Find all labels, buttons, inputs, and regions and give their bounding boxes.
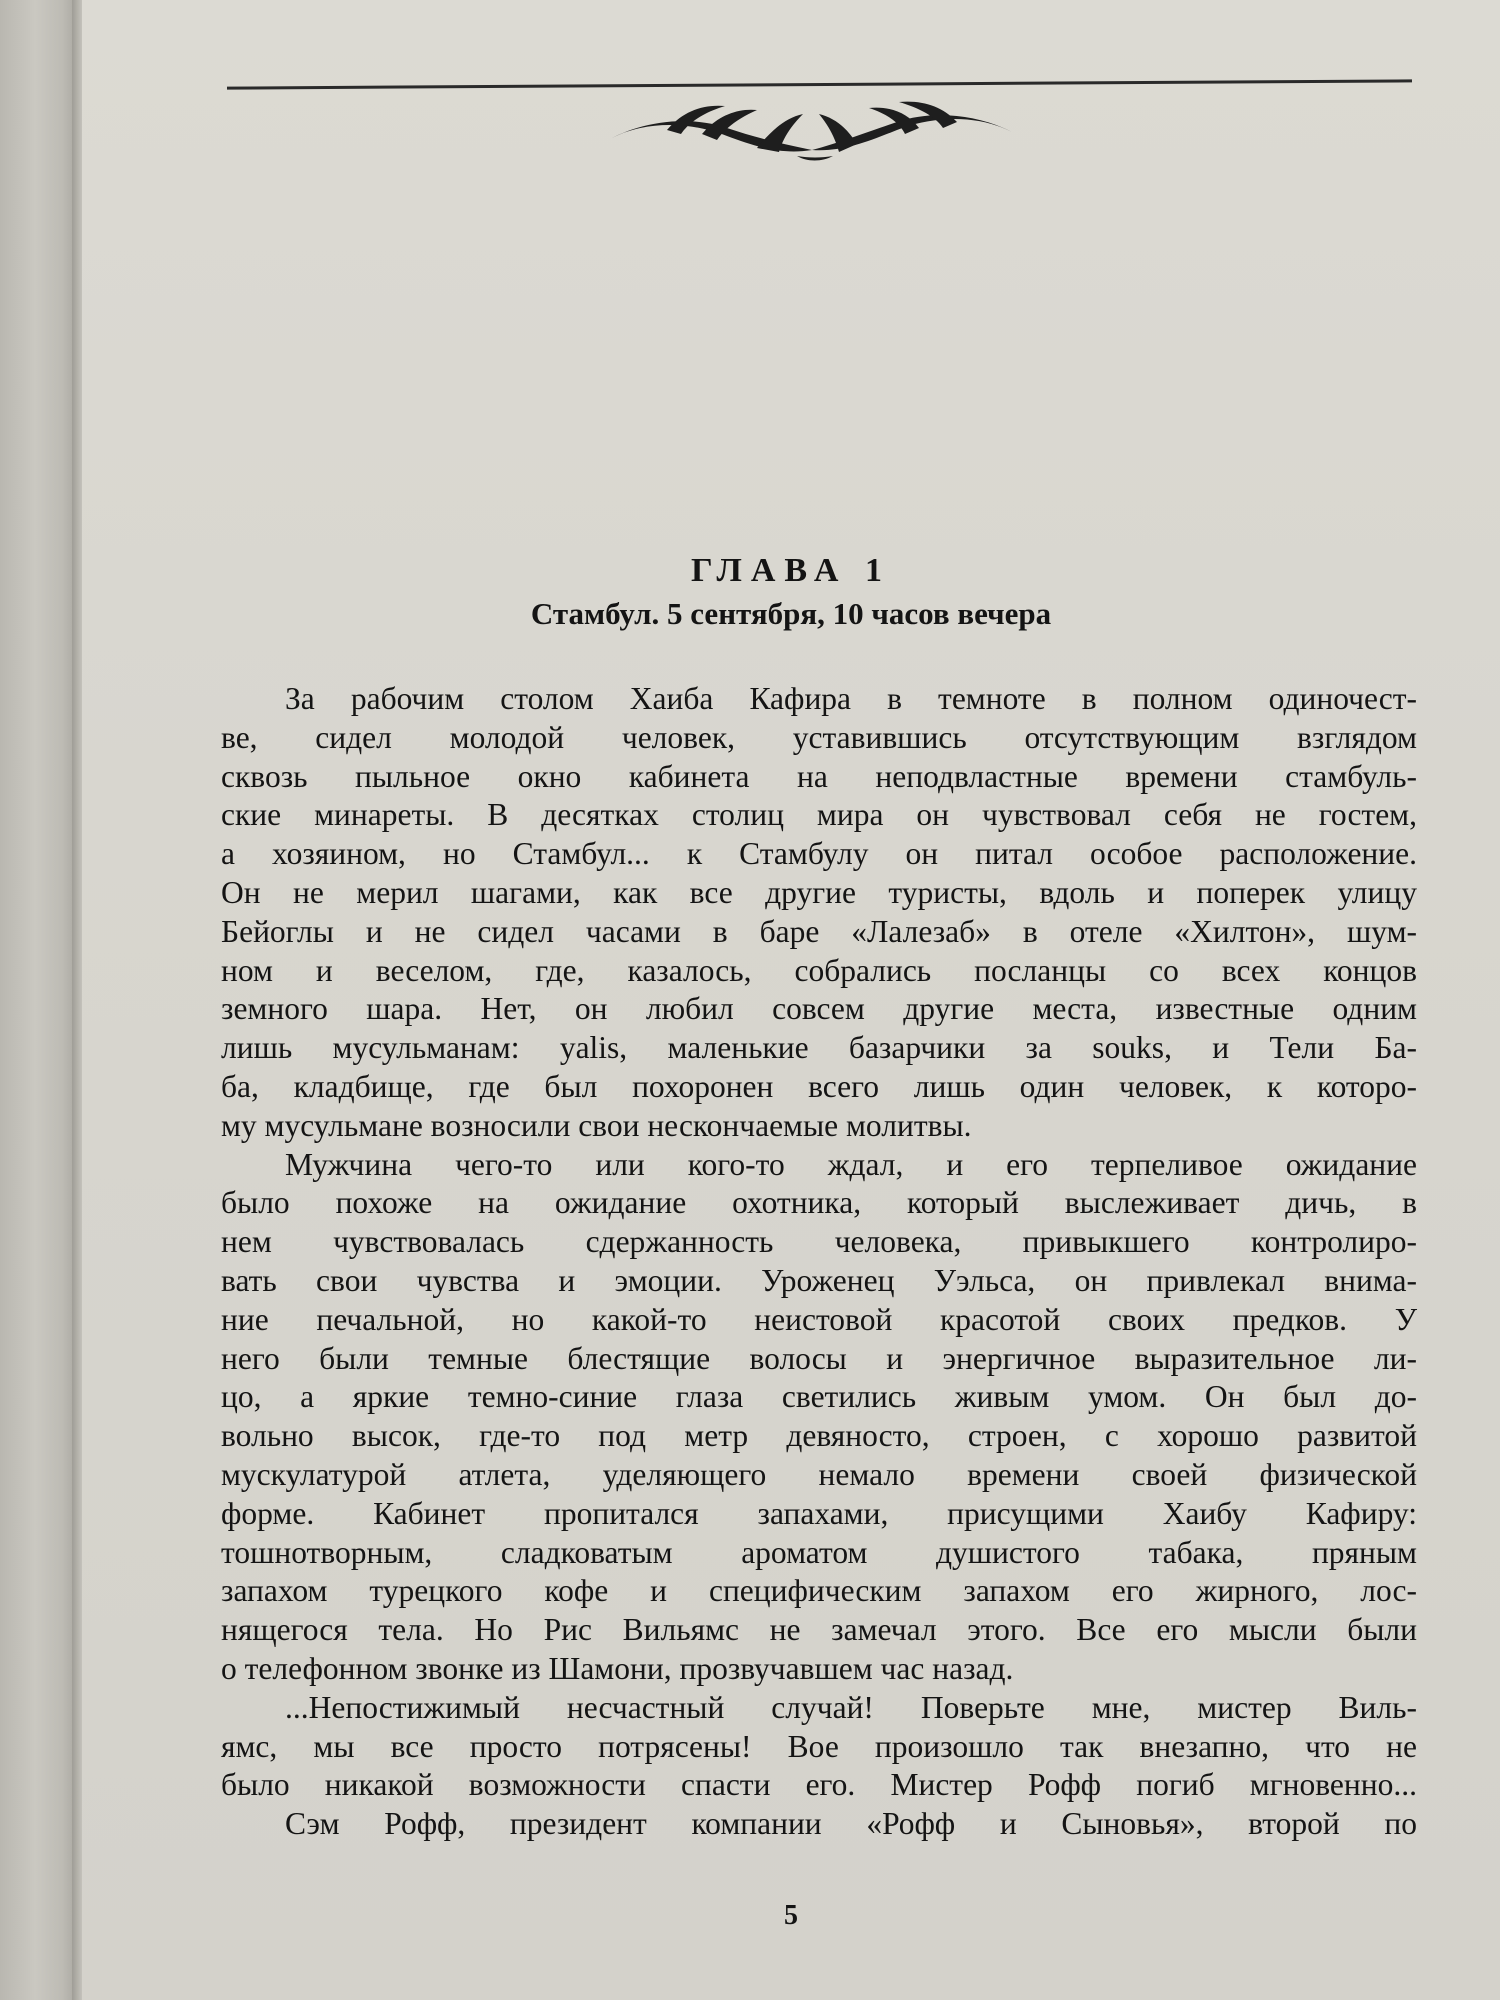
text-line: му мусульмане возносили свои нескончаемые молитвы. [221,1107,972,1143]
flourish-ornament-icon [607,100,1017,170]
text-line: ба, кладбище, где был похоронен всего лишь один человек, к которо- [221,1068,1417,1104]
text-line: За рабочим столом Хаиба Кафира в темноте в полном одиночест- [285,681,1417,716]
text-line: лишь мусульманам: yalis, маленькие базарчики за souks, и Тели Ба- [221,1030,1417,1066]
text-line: ние печальной, но какой-то неистовой красотой своих предков. У [221,1301,1417,1337]
book-gutter [0,0,78,2000]
chapter-subtitle: Стамбул. 5 сентября, 10 часов вечера [530,596,1052,631]
text-line: ...Непостижимый несчастный случай! Поверьте мне, мистер Виль- [285,1689,1417,1725]
text-line: земного шара. Нет, он любил совсем другие места, известные одним [221,991,1417,1027]
text-line: ские минареты. В десятках столиц мира он чувствовал себя не гостем, [221,797,1417,833]
text-line: ямс, мы все просто потрясены! Вое произошло так внезапно, что не [221,1728,1417,1764]
text-line: него были темные блестящие волосы и энергичное выразительное ли- [221,1340,1417,1376]
text-line: было похоже на ожидание охотника, который выслеживает дичь, в [221,1185,1417,1221]
text-line: вольно высок, где-то под метр девяносто, строен, с хорошо развитой [221,1418,1417,1454]
text-line: о телефонном звонке из Шамони, прозвучавшем час назад. [221,1650,1014,1686]
text-line: ве, сидел молодой человек, уставившись отсутствующим взглядом [221,719,1417,755]
page-number: 5 [784,1900,798,1931]
body-text [221,680,1417,1844]
text-line: тошнотворным, сладковатым ароматом душистого табака, пряным [221,1534,1417,1570]
text-line: цо, а яркие темно-синие глаза светились живым умом. Он был до- [221,1379,1417,1415]
text-line: Бейоглы и не сидел часами в баре «Лалезаб» в отеле «Хилтон», шум- [221,913,1417,949]
text-line: а хозяином, но Стамбул... к Стамбулу он питал особое расположение. [221,836,1417,872]
text-line: форме. Кабинет пропитался запахами, присущими Хаибу Кафиру: [221,1495,1417,1531]
text-line: нящегося тела. Но Рис Вильямс не замечал этого. Все его мысли были [221,1612,1417,1648]
text-line: Он не мерил шагами, как все другие туристы, вдоль и поперек улицу [221,874,1417,910]
page-fold-shadow [72,0,82,2000]
book-page [82,0,1500,2000]
text-line: вать свои чувства и эмоции. Уроженец Уэльса, он привлекал внима- [221,1262,1417,1298]
text-line: сквозь пыльное окно кабинета на неподвластные времени стамбуль- [221,758,1417,794]
text-line: запахом турецкого кофе и специфическим запахом его жирного, лос- [221,1573,1417,1609]
text-line: мускулатурой атлета, уделяющего немало времени своей физической [221,1456,1417,1492]
text-line: Мужчина чего-то или кого-то ждал, и его терпеливое ожидание [285,1146,1417,1182]
text-line: было никакой возможности спасти его. Мистер Рофф погиб мгновенно... [221,1767,1417,1803]
text-line: Сэм Рофф, президент компании «Рофф и Сыновья», второй по [285,1806,1417,1842]
text-line: нем чувствовалась сдержанность человека, привыкшего контролиро- [221,1224,1417,1260]
chapter-title: ГЛАВА 1 [691,552,891,589]
header-rule [227,79,1412,89]
text-line: ном и веселом, где, казалось, собрались посланцы со всех концов [221,952,1417,988]
